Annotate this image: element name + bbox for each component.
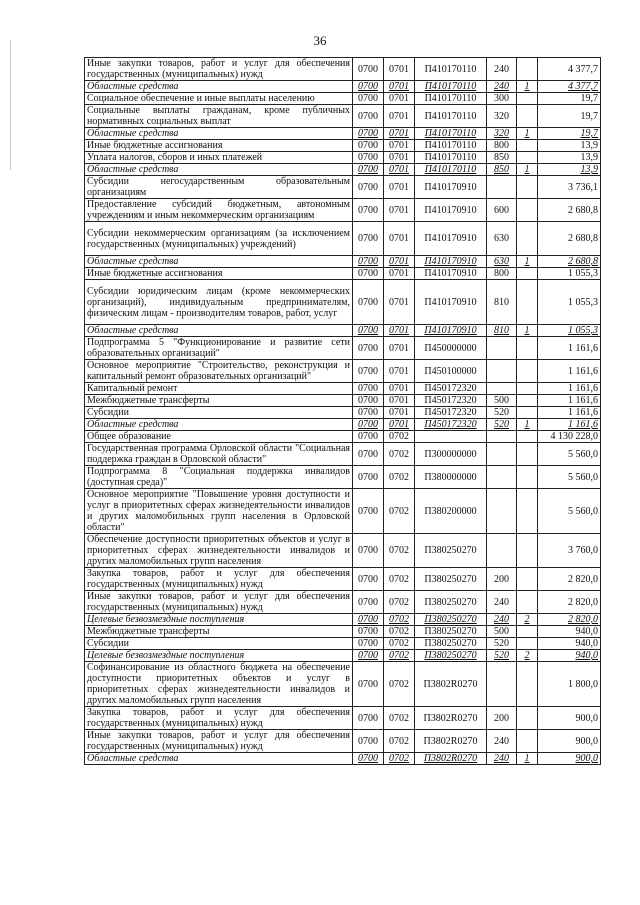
section-code-cell: 0700 — [353, 222, 384, 256]
amount-cell: 13,9 — [538, 140, 601, 152]
target-article-cell: П380250270 — [415, 568, 487, 591]
amount-cell: 5 560,0 — [538, 489, 601, 534]
subsection-code-cell: 0702 — [384, 431, 415, 443]
expense-type-cell: 240 — [487, 730, 517, 753]
funding-source-cell — [517, 360, 538, 383]
expense-type-cell: 500 — [487, 395, 517, 407]
subsection-code-cell: 0702 — [384, 591, 415, 614]
target-article-cell: П380250270 — [415, 534, 487, 568]
expense-name-cell: Субсидии некоммерческим организациям (за исключением государственных (муниципальных) учреждений) — [85, 222, 353, 256]
expense-name-cell: Предоставление субсидий бюджетным, автономным учреждениям и иным некоммерческим организациям — [85, 199, 353, 222]
expense-name-cell: Межбюджетные трансферты — [85, 626, 353, 638]
target-article-cell: П380250270 — [415, 614, 487, 626]
amount-cell: 1 161,6 — [538, 419, 601, 431]
amount-cell: 900,0 — [538, 707, 601, 730]
section-code-cell: 0700 — [353, 443, 384, 466]
table-row — [85, 395, 601, 407]
subsection-code-cell: 0702 — [384, 489, 415, 534]
section-code-cell: 0700 — [353, 81, 384, 93]
section-code-cell: 0700 — [353, 662, 384, 707]
funding-source-row — [85, 753, 601, 765]
funding-source-cell: 1 — [517, 753, 538, 765]
subsection-code-cell: 0701 — [384, 383, 415, 395]
expense-type-cell: 810 — [487, 325, 517, 337]
expense-name-cell: Иные закупки товаров, работ и услуг для обеспечения государственных (муниципальных) нужд — [85, 591, 353, 614]
subsection-code-cell: 0701 — [384, 176, 415, 199]
section-code-cell: 0700 — [353, 199, 384, 222]
expense-name-cell: Субсидии негосударственным образовательным организациям — [85, 176, 353, 199]
expense-name-cell: Целевые безвозмездные поступления — [85, 614, 353, 626]
funding-source-cell: 1 — [517, 256, 538, 268]
expense-type-cell: 810 — [487, 280, 517, 325]
expense-name-cell: Уплата налогов, сборов и иных платежей — [85, 152, 353, 164]
amount-cell: 900,0 — [538, 753, 601, 765]
expense-type-cell: 240 — [487, 591, 517, 614]
expense-name-cell: Субсидии юридическим лицам (кроме некоммерческих организаций), индивидуальным предпринимателям, физическим лицам - производителям товаров, работ, услуг — [85, 280, 353, 325]
section-code-cell: 0700 — [353, 591, 384, 614]
subsection-code-cell: 0701 — [384, 58, 415, 81]
table-row — [85, 489, 601, 534]
subsection-code-cell: 0701 — [384, 395, 415, 407]
target-article-cell: П450100000 — [415, 360, 487, 383]
table-row — [85, 591, 601, 614]
expense-name-cell: Иные закупки товаров, работ и услуг для обеспечения государственных (муниципальных) нужд — [85, 58, 353, 81]
expense-type-cell: 240 — [487, 81, 517, 93]
section-code-cell: 0700 — [353, 707, 384, 730]
target-article-cell: П410170910 — [415, 268, 487, 280]
section-code-cell: 0700 — [353, 383, 384, 395]
funding-source-row — [85, 256, 601, 268]
target-article-cell: П410170110 — [415, 81, 487, 93]
subsection-code-cell: 0702 — [384, 534, 415, 568]
table-row — [85, 152, 601, 164]
funding-source-cell — [517, 568, 538, 591]
amount-cell: 940,0 — [538, 626, 601, 638]
funding-source-row — [85, 128, 601, 140]
funding-source-cell — [517, 222, 538, 256]
subsection-code-cell: 0701 — [384, 268, 415, 280]
funding-source-cell — [517, 638, 538, 650]
funding-source-cell: 2 — [517, 614, 538, 626]
table-row — [85, 199, 601, 222]
table-row — [85, 407, 601, 419]
table-row — [85, 268, 601, 280]
expense-type-cell: 630 — [487, 256, 517, 268]
expense-name-cell: Областные средства — [85, 325, 353, 337]
funding-source-cell — [517, 152, 538, 164]
expense-name-cell: Софинансирование из областного бюджета на обеспечение доступности приоритетных объектов и услуг в приоритетных сферах жизнедеятельности инвалидов и других маломобильных групп населения — [85, 662, 353, 707]
table-row — [85, 534, 601, 568]
table-row — [85, 176, 601, 199]
table-row — [85, 443, 601, 466]
amount-cell: 1 055,3 — [538, 268, 601, 280]
expense-type-cell: 850 — [487, 164, 517, 176]
subsection-code-cell: 0701 — [384, 93, 415, 105]
section-code-cell: 0700 — [353, 152, 384, 164]
expense-name-cell: Областные средства — [85, 81, 353, 93]
table-row — [85, 431, 601, 443]
target-article-cell: П3802R0270 — [415, 730, 487, 753]
expense-type-cell: 630 — [487, 222, 517, 256]
section-code-cell: 0700 — [353, 650, 384, 662]
target-article-cell: П380250270 — [415, 650, 487, 662]
funding-source-cell: 1 — [517, 164, 538, 176]
section-code-cell: 0700 — [353, 753, 384, 765]
funding-source-cell — [517, 443, 538, 466]
funding-source-cell: 1 — [517, 81, 538, 93]
subsection-code-cell: 0702 — [384, 662, 415, 707]
section-code-cell: 0700 — [353, 164, 384, 176]
target-article-cell: П450172320 — [415, 383, 487, 395]
target-article-cell: П3802R0270 — [415, 753, 487, 765]
section-code-cell: 0700 — [353, 268, 384, 280]
funding-source-cell — [517, 466, 538, 489]
amount-cell: 3 736,1 — [538, 176, 601, 199]
subsection-code-cell: 0702 — [384, 614, 415, 626]
expense-type-cell: 520 — [487, 638, 517, 650]
funding-source-row — [85, 164, 601, 176]
table-row — [85, 626, 601, 638]
funding-source-row — [85, 325, 601, 337]
table-row — [85, 140, 601, 152]
table-row — [85, 337, 601, 360]
expense-name-cell: Субсидии — [85, 638, 353, 650]
expense-type-cell — [487, 431, 517, 443]
expense-name-cell: Закупка товаров, работ и услуг для обеспечения государственных (муниципальных) нужд — [85, 568, 353, 591]
amount-cell: 19,7 — [538, 128, 601, 140]
amount-cell: 13,9 — [538, 164, 601, 176]
expense-type-cell — [487, 360, 517, 383]
section-code-cell: 0700 — [353, 128, 384, 140]
funding-source-cell — [517, 662, 538, 707]
amount-cell: 2 820,0 — [538, 614, 601, 626]
expense-type-cell: 520 — [487, 650, 517, 662]
expense-type-cell: 300 — [487, 93, 517, 105]
funding-source-cell — [517, 395, 538, 407]
funding-source-row — [85, 419, 601, 431]
section-code-cell: 0700 — [353, 395, 384, 407]
target-article-cell: П410170910 — [415, 176, 487, 199]
table-row — [85, 707, 601, 730]
target-article-cell: П450172320 — [415, 395, 487, 407]
scan-margin-line — [10, 40, 11, 170]
amount-cell: 13,9 — [538, 152, 601, 164]
table-row — [85, 222, 601, 256]
subsection-code-cell: 0701 — [384, 81, 415, 93]
subsection-code-cell: 0702 — [384, 466, 415, 489]
funding-source-cell — [517, 93, 538, 105]
subsection-code-cell: 0702 — [384, 753, 415, 765]
funding-source-cell: 2 — [517, 650, 538, 662]
subsection-code-cell: 0702 — [384, 443, 415, 466]
funding-source-cell — [517, 337, 538, 360]
expense-name-cell: Субсидии — [85, 407, 353, 419]
section-code-cell: 0700 — [353, 489, 384, 534]
table-row — [85, 568, 601, 591]
expense-type-cell: 520 — [487, 419, 517, 431]
target-article-cell: П380000000 — [415, 466, 487, 489]
funding-source-cell — [517, 268, 538, 280]
amount-cell: 3 760,0 — [538, 534, 601, 568]
subsection-code-cell: 0701 — [384, 280, 415, 325]
subsection-code-cell: 0701 — [384, 407, 415, 419]
amount-cell: 1 161,6 — [538, 383, 601, 395]
expense-type-cell: 600 — [487, 199, 517, 222]
subsection-code-cell: 0701 — [384, 199, 415, 222]
table-row — [85, 93, 601, 105]
amount-cell: 1 161,6 — [538, 395, 601, 407]
funding-source-cell — [517, 431, 538, 443]
subsection-code-cell: 0701 — [384, 337, 415, 360]
expense-name-cell: Иные бюджетные ассигнования — [85, 140, 353, 152]
expense-type-cell — [487, 662, 517, 707]
expense-name-cell: Иные закупки товаров, работ и услуг для обеспечения государственных (муниципальных) нужд — [85, 730, 353, 753]
section-code-cell: 0700 — [353, 325, 384, 337]
amount-cell: 2 680,8 — [538, 256, 601, 268]
expense-type-cell: 850 — [487, 152, 517, 164]
subsection-code-cell: 0701 — [384, 256, 415, 268]
expense-type-cell: 800 — [487, 140, 517, 152]
expense-name-cell: Областные средства — [85, 164, 353, 176]
expense-name-cell: Целевые безвозмездные поступления — [85, 650, 353, 662]
target-article-cell: П410170910 — [415, 280, 487, 325]
section-code-cell: 0700 — [353, 534, 384, 568]
target-article-cell: П410170110 — [415, 128, 487, 140]
budget-table — [84, 57, 601, 765]
target-article-cell: П380250270 — [415, 638, 487, 650]
budget-table-container — [84, 57, 600, 765]
section-code-cell: 0700 — [353, 407, 384, 419]
target-article-cell: П450172320 — [415, 419, 487, 431]
table-row — [85, 58, 601, 81]
budget-table-body — [85, 58, 601, 765]
expense-name-cell: Областные средства — [85, 753, 353, 765]
table-row — [85, 638, 601, 650]
target-article-cell: П410170110 — [415, 152, 487, 164]
expense-type-cell — [487, 383, 517, 395]
target-article-cell: П3802R0270 — [415, 707, 487, 730]
expense-type-cell: 320 — [487, 105, 517, 128]
amount-cell: 4 377,7 — [538, 58, 601, 81]
target-article-cell: П410170110 — [415, 164, 487, 176]
amount-cell: 4 377,7 — [538, 81, 601, 93]
section-code-cell: 0700 — [353, 431, 384, 443]
subsection-code-cell: 0701 — [384, 222, 415, 256]
amount-cell: 1 800,0 — [538, 662, 601, 707]
subsection-code-cell: 0702 — [384, 730, 415, 753]
amount-cell: 2 820,0 — [538, 591, 601, 614]
funding-source-cell — [517, 199, 538, 222]
expense-name-cell: Областные средства — [85, 256, 353, 268]
section-code-cell: 0700 — [353, 280, 384, 325]
section-code-cell: 0700 — [353, 58, 384, 81]
funding-source-cell — [517, 626, 538, 638]
expense-name-cell: Капитальный ремонт — [85, 383, 353, 395]
amount-cell: 1 161,6 — [538, 337, 601, 360]
expense-type-cell: 520 — [487, 407, 517, 419]
funding-source-cell — [517, 280, 538, 325]
funding-source-cell: 1 — [517, 128, 538, 140]
subsection-code-cell: 0702 — [384, 626, 415, 638]
target-article-cell: П3802R0270 — [415, 662, 487, 707]
expense-type-cell: 240 — [487, 614, 517, 626]
funding-source-cell — [517, 707, 538, 730]
page-number: 36 — [313, 33, 327, 48]
expense-name-cell: Областные средства — [85, 128, 353, 140]
expense-name-cell: Общее образование — [85, 431, 353, 443]
expense-type-cell — [487, 337, 517, 360]
amount-cell: 2 680,8 — [538, 222, 601, 256]
amount-cell: 1 161,6 — [538, 360, 601, 383]
section-code-cell: 0700 — [353, 93, 384, 105]
section-code-cell: 0700 — [353, 568, 384, 591]
target-article-cell: П410170910 — [415, 199, 487, 222]
table-row — [85, 662, 601, 707]
amount-cell: 900,0 — [538, 730, 601, 753]
target-article-cell: П410170110 — [415, 140, 487, 152]
subsection-code-cell: 0701 — [384, 360, 415, 383]
funding-source-cell — [517, 730, 538, 753]
target-article-cell: П410170110 — [415, 105, 487, 128]
expense-type-cell: 500 — [487, 626, 517, 638]
amount-cell: 5 560,0 — [538, 466, 601, 489]
table-row — [85, 466, 601, 489]
funding-source-row — [85, 81, 601, 93]
expense-name-cell: Государственная программа Орловской области "Социальная поддержка граждан в Орловской области" — [85, 443, 353, 466]
section-code-cell: 0700 — [353, 419, 384, 431]
expense-name-cell: Обеспечение доступности приоритетных объектов и услуг в приоритетных сферах жизнедеятельности инвалидов и других маломобильных групп населения — [85, 534, 353, 568]
expense-type-cell: 200 — [487, 707, 517, 730]
table-row — [85, 360, 601, 383]
target-article-cell: П380250270 — [415, 591, 487, 614]
target-article-cell: П410170110 — [415, 93, 487, 105]
target-article-cell: П380250270 — [415, 626, 487, 638]
amount-cell: 2 820,0 — [538, 568, 601, 591]
section-code-cell: 0700 — [353, 105, 384, 128]
subsection-code-cell: 0701 — [384, 419, 415, 431]
target-article-cell: П410170110 — [415, 58, 487, 81]
expense-type-cell: 800 — [487, 268, 517, 280]
funding-source-cell — [517, 140, 538, 152]
amount-cell: 4 130 228,0 — [538, 431, 601, 443]
section-code-cell: 0700 — [353, 337, 384, 360]
subsection-code-cell: 0702 — [384, 638, 415, 650]
funding-source-row — [85, 650, 601, 662]
expense-name-cell: Подпрограмма 8 "Социальная поддержка инвалидов (доступная среда)" — [85, 466, 353, 489]
expense-name-cell: Закупка товаров, работ и услуг для обеспечения государственных (муниципальных) нужд — [85, 707, 353, 730]
subsection-code-cell: 0702 — [384, 650, 415, 662]
amount-cell: 19,7 — [538, 93, 601, 105]
section-code-cell: 0700 — [353, 140, 384, 152]
subsection-code-cell: 0702 — [384, 707, 415, 730]
subsection-code-cell: 0701 — [384, 140, 415, 152]
subsection-code-cell: 0701 — [384, 164, 415, 176]
amount-cell: 5 560,0 — [538, 443, 601, 466]
expense-name-cell: Социальное обеспечение и иные выплаты населению — [85, 93, 353, 105]
target-article-cell: П410170910 — [415, 222, 487, 256]
subsection-code-cell: 0702 — [384, 568, 415, 591]
table-row — [85, 280, 601, 325]
expense-name-cell: Областные средства — [85, 419, 353, 431]
target-article-cell: П300000000 — [415, 443, 487, 466]
amount-cell: 940,0 — [538, 638, 601, 650]
funding-source-cell — [517, 489, 538, 534]
amount-cell: 940,0 — [538, 650, 601, 662]
expense-type-cell — [487, 176, 517, 199]
expense-name-cell: Межбюджетные трансферты — [85, 395, 353, 407]
expense-type-cell: 240 — [487, 58, 517, 81]
target-article-cell: П410170910 — [415, 256, 487, 268]
table-row — [85, 383, 601, 395]
expense-name-cell: Подпрограмма 5 "Функционирование и развитие сети образовательных организаций" — [85, 337, 353, 360]
expense-name-cell: Основное мероприятие "Строительство, реконструкция и капитальный ремонт образовательных организаций" — [85, 360, 353, 383]
funding-source-cell — [517, 176, 538, 199]
table-row — [85, 730, 601, 753]
funding-source-cell — [517, 407, 538, 419]
table-row — [85, 105, 601, 128]
funding-source-cell — [517, 58, 538, 81]
target-article-cell: П450172320 — [415, 407, 487, 419]
subsection-code-cell: 0701 — [384, 152, 415, 164]
amount-cell: 1 055,3 — [538, 325, 601, 337]
expense-type-cell — [487, 489, 517, 534]
expense-type-cell — [487, 534, 517, 568]
funding-source-cell — [517, 105, 538, 128]
expense-name-cell: Иные бюджетные ассигнования — [85, 268, 353, 280]
expense-type-cell: 200 — [487, 568, 517, 591]
target-article-cell: П450000000 — [415, 337, 487, 360]
subsection-code-cell: 0701 — [384, 325, 415, 337]
section-code-cell: 0700 — [353, 466, 384, 489]
section-code-cell: 0700 — [353, 256, 384, 268]
expense-type-cell: 320 — [487, 128, 517, 140]
subsection-code-cell: 0701 — [384, 128, 415, 140]
section-code-cell: 0700 — [353, 614, 384, 626]
amount-cell: 1 055,3 — [538, 280, 601, 325]
expense-type-cell: 240 — [487, 753, 517, 765]
funding-source-row — [85, 614, 601, 626]
expense-type-cell — [487, 466, 517, 489]
funding-source-cell: 1 — [517, 325, 538, 337]
section-code-cell: 0700 — [353, 626, 384, 638]
expense-type-cell — [487, 443, 517, 466]
amount-cell: 2 680,8 — [538, 199, 601, 222]
expense-name-cell: Социальные выплаты гражданам, кроме публичных нормативных социальных выплат — [85, 105, 353, 128]
target-article-cell: П380200000 — [415, 489, 487, 534]
amount-cell: 1 161,6 — [538, 407, 601, 419]
section-code-cell: 0700 — [353, 730, 384, 753]
funding-source-cell — [517, 534, 538, 568]
subsection-code-cell: 0701 — [384, 105, 415, 128]
expense-name-cell: Основное мероприятие "Повышение уровня доступности и услуг в приоритетных сферах жизнедеятельности инвалидов и других маломобильных групп населения в Орловской области" — [85, 489, 353, 534]
target-article-cell: П410170910 — [415, 325, 487, 337]
section-code-cell: 0700 — [353, 176, 384, 199]
funding-source-cell: 1 — [517, 419, 538, 431]
funding-source-cell — [517, 591, 538, 614]
amount-cell: 19,7 — [538, 105, 601, 128]
funding-source-cell — [517, 383, 538, 395]
section-code-cell: 0700 — [353, 360, 384, 383]
target-article-cell — [415, 431, 487, 443]
section-code-cell: 0700 — [353, 638, 384, 650]
